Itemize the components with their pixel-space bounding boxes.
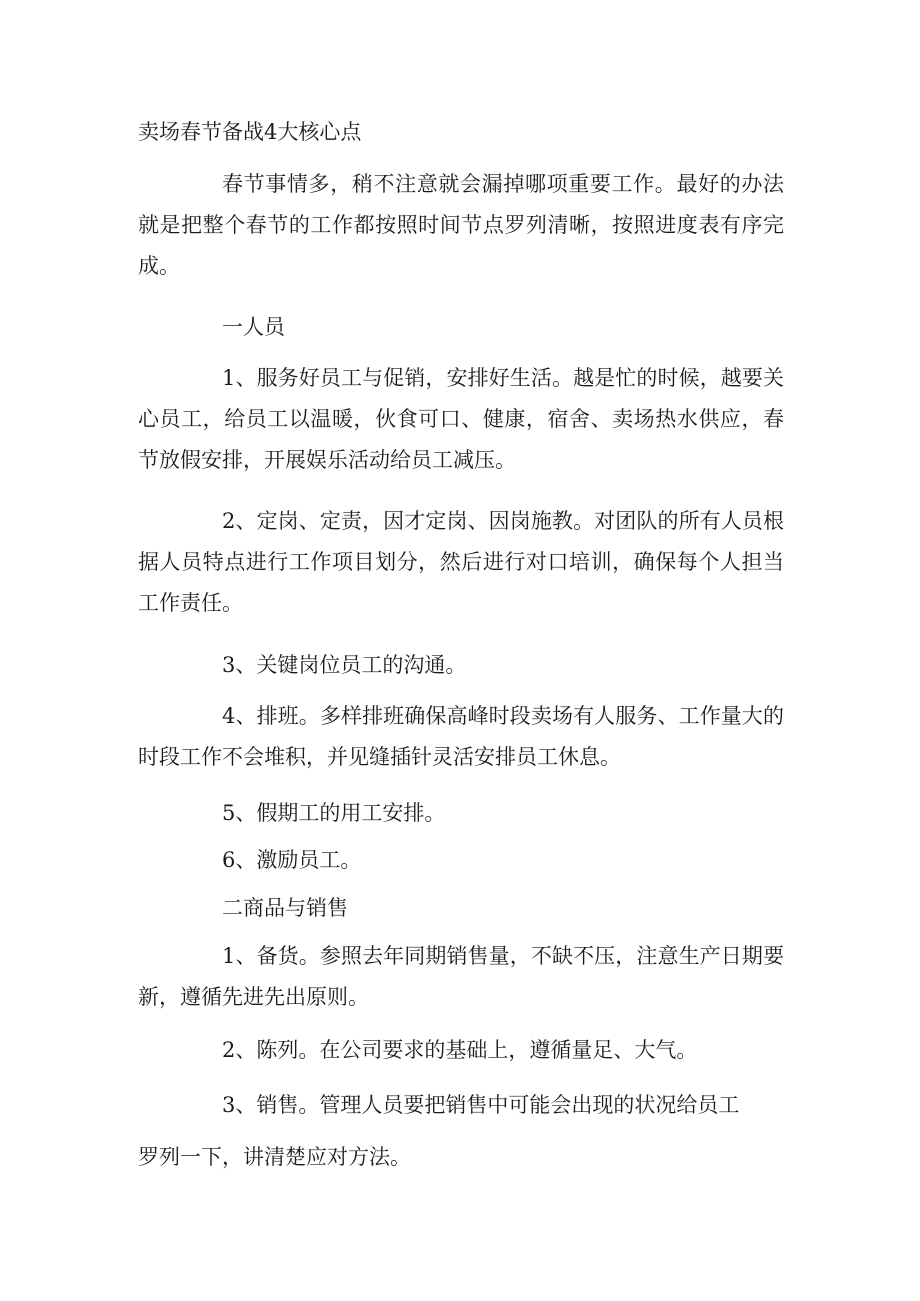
paragraph-personnel-5: 5、假期工的用工安排。 xyxy=(222,801,446,825)
paragraph-personnel-3: 3、关键岗位员工的沟通。 xyxy=(222,653,467,677)
section-heading-goods-sales: 二商品与销售 xyxy=(222,896,348,920)
paragraph-intro: 春节事情多，稍不注意就会漏掉哪项重要工作。最好的办法就是把整个春节的工作都按照时间节点罗列清晰，按照进度表有序完成。 xyxy=(138,172,784,278)
paragraph-personnel-6: 6、激励员工。 xyxy=(222,848,362,872)
paragraph-goods-2: 2、陈列。在公司要求的基础上，遵循量足、大气。 xyxy=(222,1038,698,1062)
section-heading-personnel: 一人员 xyxy=(222,315,285,339)
paragraph-goods-3: 3、销售。管理人员要把销售中可能会出现的状况给员工 xyxy=(222,1093,740,1117)
paragraph-goods-1: 1、备货。参照去年同期销售量，不缺不压，注意生产日期要新，遵循先进先出原则。 xyxy=(138,944,784,1009)
paragraph-personnel-4: 4、排班。多样排班确保高峰时段卖场有人服务、工作量大的时段工作不会堆积，并见缝插针灵活安排员工休息。 xyxy=(138,704,784,769)
paragraph-personnel-1: 1、服务好员工与促销，安排好生活。越是忙的时候，越要关心员工，给员工以温暖，伙食可口、健康，宿舍、卖场热水供应，春节放假安排，开展娱乐活动给员工减压。 xyxy=(138,366,784,472)
document-title: 卖场春节备战4大核心点 xyxy=(138,120,362,144)
paragraph-goods-3-continued: 罗列一下，讲清楚应对方法。 xyxy=(138,1145,411,1169)
paragraph-personnel-2: 2、定岗、定责，因才定岗、因岗施教。对团队的所有人员根据人员特点进行工作项目划分，然后进行对口培训，确保每个人担当工作责任。 xyxy=(138,509,784,615)
